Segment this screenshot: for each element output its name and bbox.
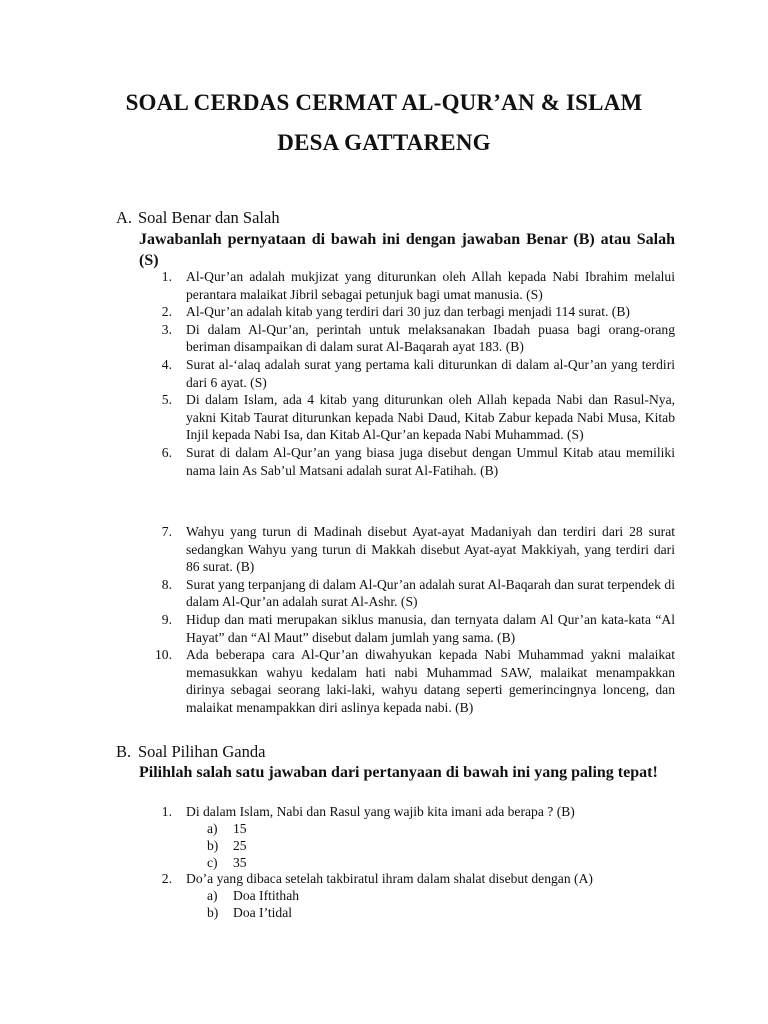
- section-b-letter: B.: [116, 742, 132, 761]
- list-item: [150, 803, 675, 821]
- item-text: Surat al-‘alaq adalah surat yang pertama kali diturunkan di dalam al-Qur’an yang terdiri dari 6 ayat. (S): [186, 356, 675, 390]
- option-letter: c): [207, 855, 218, 870]
- question-1: [150, 803, 675, 821]
- option-letter: a): [207, 821, 218, 836]
- option: [207, 887, 299, 905]
- item-number: 8.: [161, 576, 172, 592]
- list-item: [150, 303, 675, 321]
- list-item: [150, 391, 675, 444]
- list-item: [150, 576, 675, 611]
- option-letter: a): [207, 888, 218, 903]
- section-a-letter: A.: [116, 208, 133, 227]
- item-number: 1.: [161, 804, 172, 819]
- option: [207, 820, 247, 838]
- list-item: [150, 321, 675, 356]
- item-number: 2.: [161, 871, 172, 886]
- section-a-title: Soal Benar dan Salah: [138, 208, 280, 227]
- question-2: [150, 870, 675, 888]
- option-text: Doa Iftithah: [233, 888, 300, 903]
- option: [207, 904, 292, 922]
- section-b-title: Soal Pilihan Ganda: [138, 742, 266, 761]
- list-item: [150, 646, 675, 716]
- document-title: SOAL CERDAS CERMAT AL-QUR’AN & ISLAM: [125, 90, 643, 115]
- option-text: 15: [233, 821, 247, 836]
- item-text: Di dalam Islam, Nabi dan Rasul yang wajib kita imani ada berapa ? (B): [186, 804, 575, 819]
- item-text: Di dalam Al-Qur’an, perintah untuk melaksanakan Ibadah puasa bagi orang-orang beriman disampaikan di dalam surat Al-Baqarah ayat 183. (B): [186, 321, 675, 355]
- option-text: 25: [233, 838, 247, 853]
- list-item: [150, 523, 675, 576]
- option-text: Doa I’tidal: [233, 905, 293, 920]
- option-letter: b): [207, 838, 219, 853]
- section-b-heading: [116, 742, 265, 762]
- item-number: 4.: [161, 356, 172, 372]
- section-a-heading: [116, 208, 280, 228]
- option: [207, 837, 247, 855]
- item-number: 1.: [161, 269, 172, 284]
- option-letter: b): [207, 905, 219, 920]
- list-item: [150, 870, 675, 888]
- list-item: [150, 268, 675, 303]
- item-text: Di dalam Islam, ada 4 kitab yang diturunkan oleh Allah kepada Nabi dan Rasul-Nya, yakni Kitab Taurat diturunkan kepada Nabi Daud, Kitab Zabur kepada Nabi Musa, Kitab Injil kepada Nabi Isa, dan Kitab Al-Qur’an kepada Nabi Muhammad. (S): [186, 392, 675, 443]
- item-text: Do’a yang dibaca setelah takbiratul ihram dalam shalat disebut dengan (A): [186, 871, 593, 886]
- section-a-instruction: Jawabanlah pernyataan di bawah ini dengan jawaban Benar (B) atau Salah (S): [139, 231, 675, 269]
- section-a-list-1: [150, 268, 675, 479]
- item-number: 3.: [161, 321, 172, 337]
- item-text: Surat yang terpanjang di dalam Al-Qur’an adalah surat Al-Baqarah dan surat terpendek di dalam Al-Qur’an adalah surat Al-Ashr. (S): [186, 576, 675, 610]
- option-text: 35: [233, 855, 247, 870]
- document-subtitle: DESA GATTARENG: [277, 130, 491, 155]
- item-number: 5.: [161, 392, 172, 408]
- item-number: 2.: [161, 304, 172, 320]
- item-number: 10.: [155, 647, 172, 663]
- list-item: [150, 611, 675, 646]
- item-text: Hidup dan mati merupakan siklus manusia, dan ternyata dalam Al Qur’an kata-kata “Al Hayat” dan “Al Maut” disebut dalam jumlah yang sama. (B): [186, 611, 675, 645]
- list-item: [150, 356, 675, 391]
- section-a-list-2: [150, 523, 675, 717]
- section-b-instruction: Pilihlah salah satu jawaban dari pertanyaan di bawah ini yang paling tepat!: [139, 764, 658, 781]
- item-text: Wahyu yang turun di Madinah disebut Ayat-ayat Madaniyah dan terdiri dari 28 surat sedangkan Wahyu yang turun di Makkah disebut Ayat-ayat Makkiyah, yang terdiri dari 86 surat. (B): [186, 524, 675, 575]
- list-item: [150, 444, 675, 479]
- item-number: 9.: [161, 611, 172, 627]
- item-text: Al-Qur’an adalah kitab yang terdiri dari 30 juz dan terbagi menjadi 114 surat. (B): [186, 304, 630, 320]
- item-text: Ada beberapa cara Al-Qur’an diwahyukan kepada Nabi Muhammad yakni malaikat memasukkan wahyu kedalam hati nabi Muhammad SAW, malaikat menampakkan dirinya sebagai seorang laki-laki, wahyu datang seperti gemerincingnya lonceng, dan malaikat menampakkan diri aslinya kepada nabi. (B): [186, 647, 675, 715]
- item-number: 7.: [161, 524, 172, 539]
- option: [207, 854, 247, 872]
- item-number: 6.: [161, 444, 172, 460]
- item-text: Surat di dalam Al-Qur’an yang biasa juga disebut dengan Ummul Kitab atau memiliki nama lain As Sab’ul Matsani adalah surat Al-Fatihah. (B): [186, 444, 675, 478]
- item-text: Al-Qur’an adalah mukjizat yang diturunkan oleh Allah kepada Nabi Ibrahim melalui perantara malaikat Jibril sebagai petunjuk bagi umat manusia. (S): [186, 269, 675, 302]
